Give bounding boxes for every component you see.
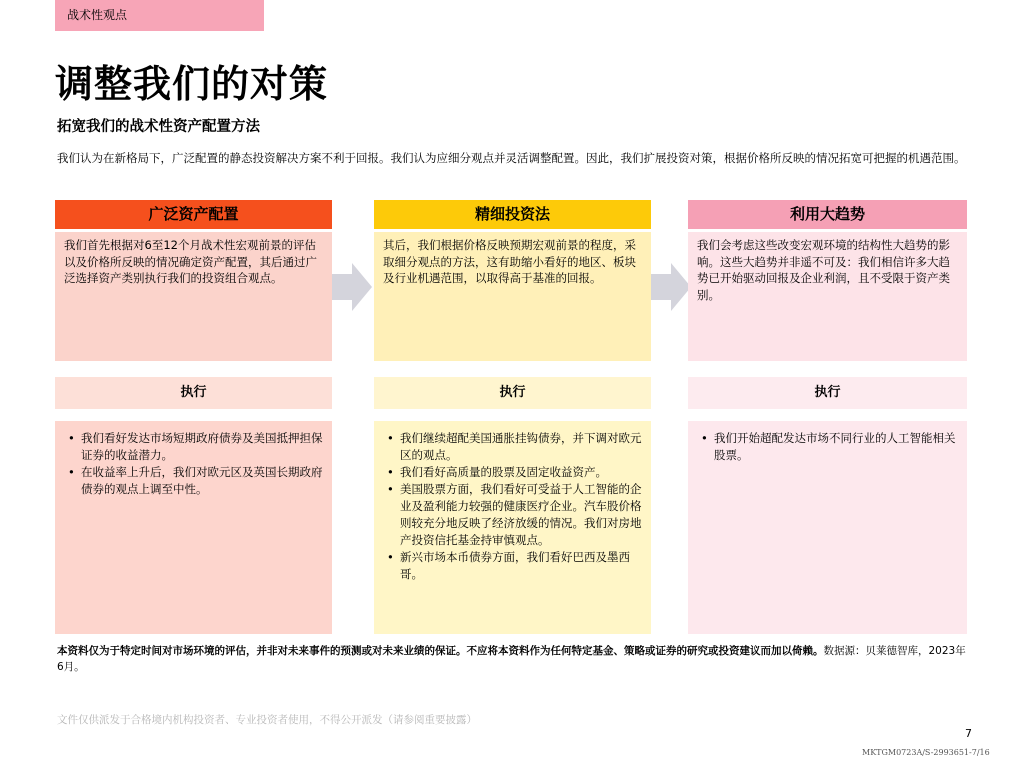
- bullet-icon: •: [387, 482, 394, 496]
- bullet-icon: •: [387, 550, 394, 564]
- arrow-right-icon: [651, 263, 691, 311]
- list-item: • 我们开始超配发达市场不同行业的人工智能相关股票。: [701, 431, 956, 462]
- section-tag: 战术性观点: [55, 0, 264, 31]
- list-item: • 我们看好发达市场短期政府债券及美国抵押担保证券的收益潜力。: [68, 431, 323, 462]
- document-code: MKTGM0723A/S-2993651-7/16: [862, 748, 990, 757]
- disclaimer-bold-text: 本资料仅为于特定时间对市场环境的评估，并非对未来事件的预测或对未来业绩的保证。不应将本资料作为任何特定基金、策略或证券的研究或投资建议而加以倚赖。: [57, 645, 824, 657]
- column-description-mega-forces: 我们会考虑这些改变宏观环境的结构性大趋势的影响。这些大趋势并非遥不可及：我们相信许多大趋势已开始驱动回报及企业利润，且不受限于资产类别。: [688, 232, 967, 361]
- column-description-granular-approach: 其后，我们根据价格反映预期宏观前景的程度，采取细分观点的方法，这有助缩小看好的地区、板块及行业机遇范围，以取得高于基准的回报。: [374, 232, 651, 361]
- execution-label-mega-forces: 执行: [688, 377, 967, 409]
- arrow-right-icon: [332, 263, 372, 311]
- execution-label-broad-allocation: 执行: [55, 377, 332, 409]
- page-number: 7: [965, 727, 972, 740]
- list-item: • 我们继续超配美国通胀挂钩债券，并下调对欧元区的观点。: [387, 431, 642, 462]
- list-item: • 我们看好高质量的股票及固定收益资产。: [387, 465, 607, 479]
- intro-paragraph: 我们认为在新格局下，广泛配置的静态投资解决方案不利于回报。我们认为应细分观点并灵活调整配置。因此，我们扩展投资对策，根据价格所反映的情况拓宽可把握的机遇范围。: [57, 151, 966, 165]
- execution-label-granular-approach: 执行: [374, 377, 651, 409]
- bullet-icon: •: [387, 465, 394, 479]
- list-item: • 新兴市场本币债券方面，我们看好巴西及墨西哥。: [387, 550, 630, 581]
- bullet-icon: •: [68, 465, 75, 479]
- column-heading-mega-forces: 利用大趋势: [688, 200, 967, 229]
- distribution-note: 文件仅供派发于合格境内机构投资者、专业投资者使用，不得公开派发（请参阅重要披露）: [57, 714, 477, 726]
- execution-list-mega-forces: [688, 421, 967, 634]
- column-description-broad-allocation: 我们首先根据对6至12个月战术性宏观前景的评估以及价格所反映的情况确定资产配置，其后通过广泛选择资产类别执行我们的投资组合观点。: [55, 232, 332, 361]
- list-item: • 美国股票方面，我们看好可受益于人工智能的企业及盈利能力较强的健康医疗企业。汽车股价格则较充分地反映了经济放缓的情况。我们对房地产投资信托基金持审慎观点。: [387, 482, 642, 547]
- list-item: • 在收益率上升后，我们对欧元区及英国长期政府债券的观点上调至中性。: [68, 465, 323, 496]
- execution-list-granular-approach: [374, 421, 651, 634]
- bullet-icon: •: [701, 431, 708, 445]
- column-heading-granular-approach: 精细投资法: [374, 200, 651, 229]
- execution-list-broad-allocation: [55, 421, 332, 634]
- page-subtitle: 拓宽我们的战术性资产配置方法: [57, 119, 260, 135]
- source-note: 数据源：贝莱德智库，2023年6月。: [57, 645, 966, 673]
- disclaimer: [57, 643, 969, 675]
- bullet-icon: •: [387, 431, 394, 445]
- page-title: 调整我们的对策: [55, 62, 329, 106]
- column-heading-broad-allocation: 广泛资产配置: [55, 200, 332, 229]
- bullet-icon: •: [68, 431, 75, 445]
